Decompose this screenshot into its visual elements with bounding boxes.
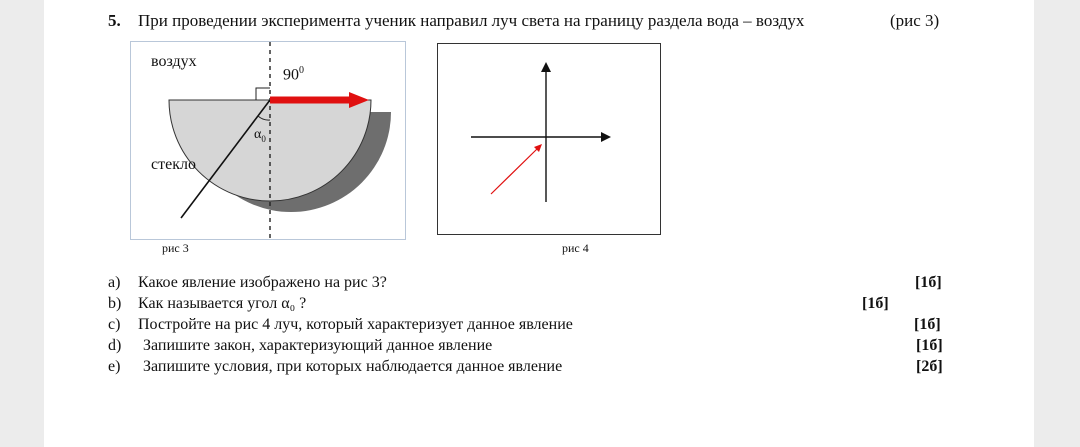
caption-figure-4: рис 4 xyxy=(562,241,589,255)
question-e xyxy=(108,358,562,376)
question-letter: c) xyxy=(108,316,121,333)
score-e: [2б] xyxy=(916,358,943,375)
question-letter: a) xyxy=(108,274,121,291)
score-c: [1б] xyxy=(914,316,941,333)
figure-3 xyxy=(130,41,406,240)
question-letter: e) xyxy=(108,358,121,375)
label-glass: стекло xyxy=(151,156,196,173)
task-text: При проведении эксперимента ученик направил луч света на границу раздела вода – воздух xyxy=(138,11,805,30)
question-text: Запишите условия, при которых наблюдается данное явление xyxy=(143,358,563,375)
task-number: 5. xyxy=(108,11,121,30)
vertical-axis-arrowhead xyxy=(541,62,551,72)
question-text: Как называется угол α₀ ? xyxy=(138,295,307,312)
question-text: Запишите закон, характеризующий данное явление xyxy=(143,337,493,354)
figure-4 xyxy=(437,43,661,235)
question-text: Постройте на рис 4 луч, который характеризует данное явление xyxy=(138,316,573,333)
question-letter: d) xyxy=(108,337,122,354)
label-air: воздух xyxy=(151,53,197,70)
question-text: Какое явление изображено на рис 3? xyxy=(138,274,387,291)
label-angle-alpha: $\alpha_0$ xyxy=(254,127,266,144)
worksheet-page xyxy=(44,0,1034,447)
score-b: [1б] xyxy=(862,295,889,312)
figure-4-drawing xyxy=(438,44,660,234)
horizontal-axis-arrowhead xyxy=(601,132,611,142)
red-ray xyxy=(491,149,537,194)
label-angle-90: $90^0$ xyxy=(283,65,304,84)
score-a: [1б] xyxy=(915,274,942,291)
score-d: [1б] xyxy=(916,337,943,354)
right-angle-marker xyxy=(256,88,270,100)
question-c xyxy=(108,316,573,334)
question-a xyxy=(108,274,387,292)
caption-figure-3: рис 3 xyxy=(162,241,189,255)
question-b xyxy=(108,295,306,313)
figure-3-drawing xyxy=(131,42,405,239)
task-figure-ref: (рис 3) xyxy=(890,11,940,30)
question-d xyxy=(108,337,492,355)
question-letter: b) xyxy=(108,295,122,312)
